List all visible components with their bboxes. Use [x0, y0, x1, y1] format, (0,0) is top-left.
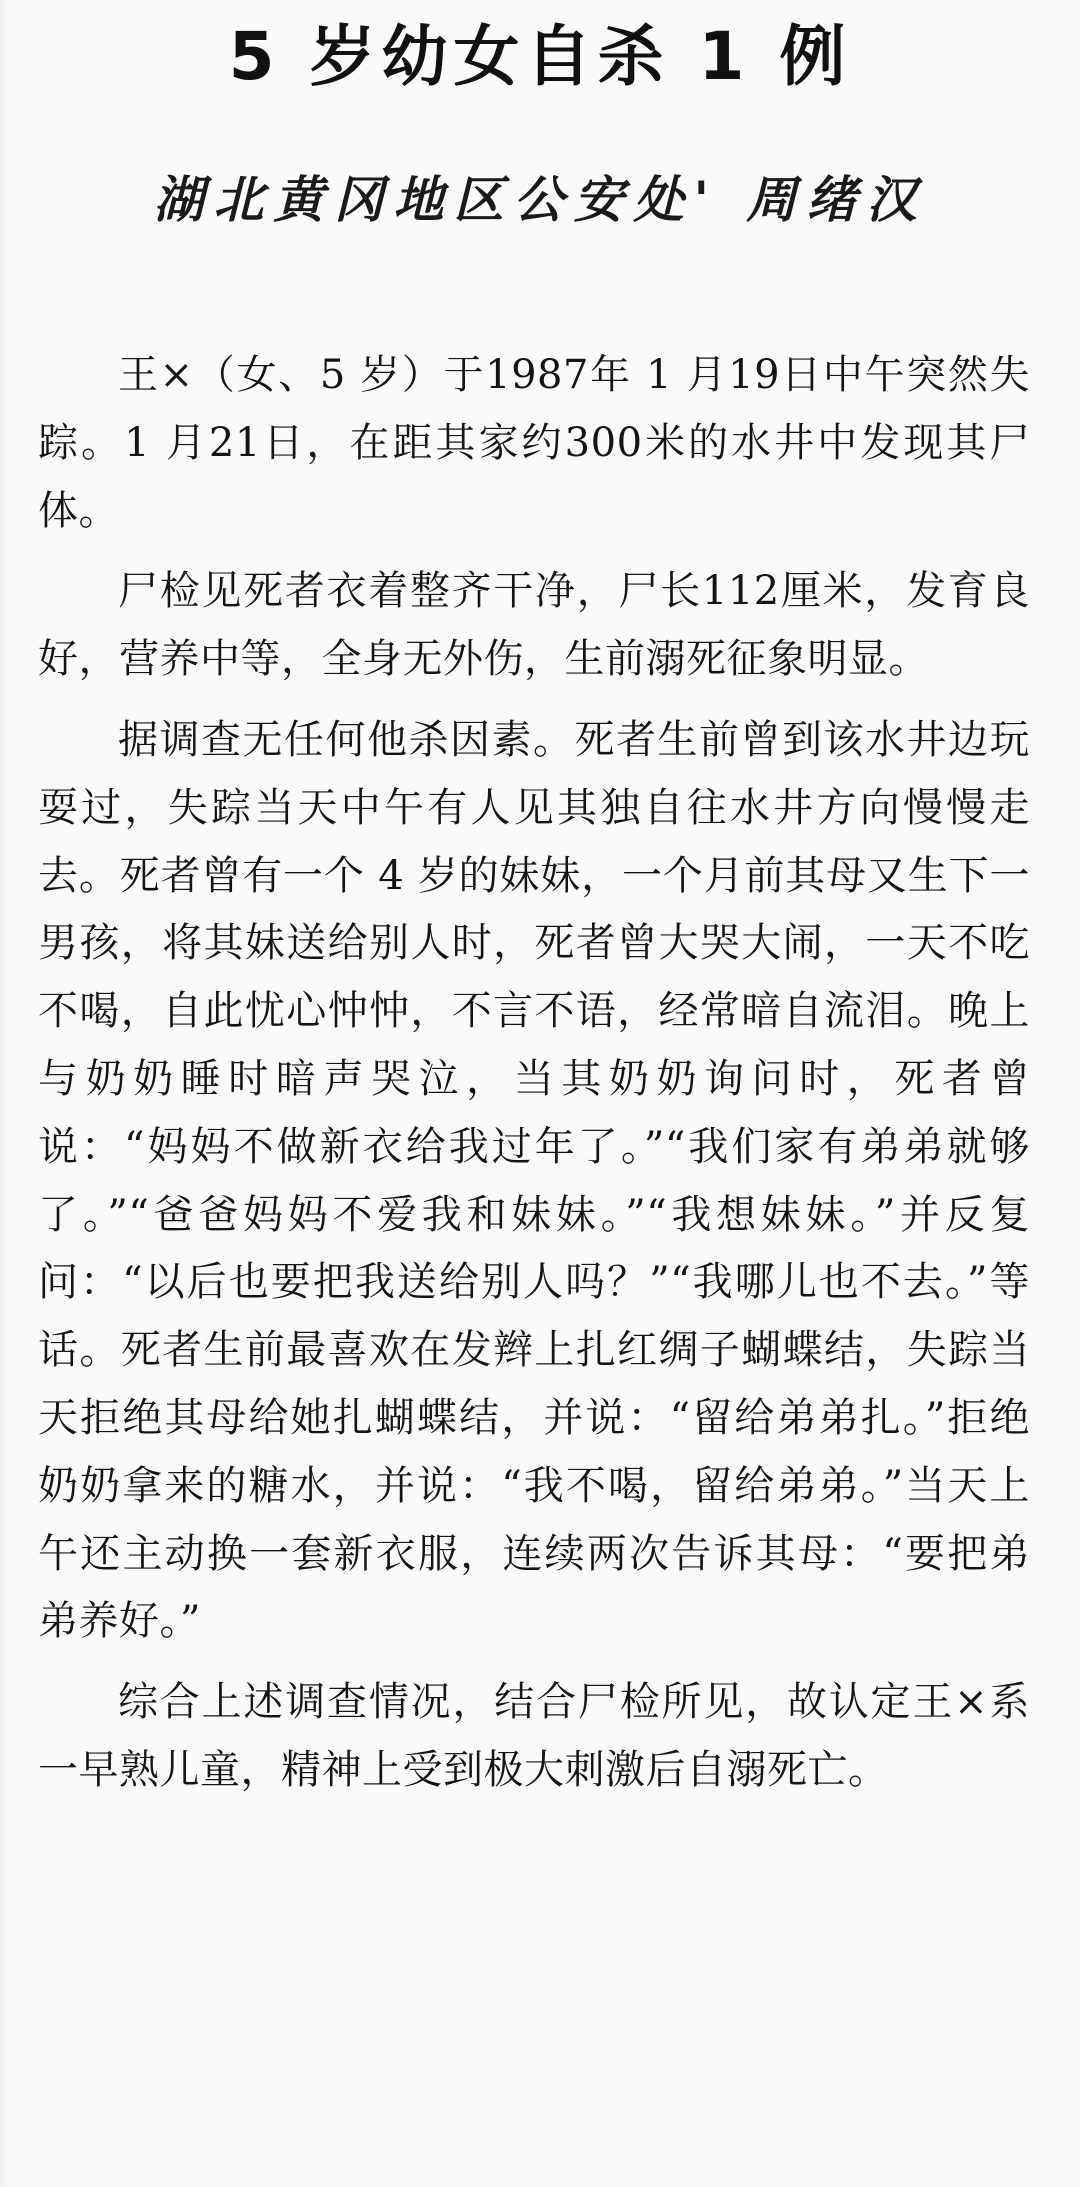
- paragraph-investigation: 据调查无任何他杀因素。死者生前曾到该水井边玩耍过，失踪当天中午有人见其独自往水井方向慢慢走去。死者曾有一个 4 岁的妹妹，一个月前其母又生下一男孩，将其妹送给别人时，死者曾大哭大闹，一天不吃不喝，自此忧心忡忡，不言不语，经常暗自流泪。晚上与奶奶睡时暗声哭泣，当其奶奶询问时，死者曾说：“妈妈不做新衣给我过年了。”“我们家有弟弟就够了。”“爸爸妈妈不爱我和妹妹。”“我想妹妹。”并反复问：“以后也要把我送给别人吗？”“我哪儿也不去。”等话。死者生前最喜欢在发辫上扎红绸子蝴蝶结，失踪当天拒绝其母给她扎蝴蝶结，并说：“留给弟弟扎。”拒绝奶奶拿来的糖水，并说：“我不喝，留给弟弟。”当天上午还主动换一套新衣服，连续两次告诉其母：“要把弟弟养好。”: [38, 716, 1030, 1645]
- article-body: [38, 342, 1030, 1818]
- scan-edge-shadow: [0, 0, 10, 2187]
- paragraph-autopsy: 尸检见死者衣着整齐干净，尸长112厘米，发育良好，营养中等，全身无外伤，生前溺死征象明显。: [38, 568, 1030, 683]
- paragraph-conclusion: 综合上述调查情况，结合尸检所见，故认定王×系一早熟儿童，精神上受到极大刺激后自溺死亡。: [38, 1679, 1030, 1793]
- article-title: 5 岁幼女自杀 1 例: [228, 18, 852, 95]
- author-byline: 湖北黄冈地区公安处' 周绪汉: [153, 170, 927, 229]
- paragraph-disappearance: 王×（女、5 岁）于1987年 1 月19日中午突然失踪。1 月21日，在距其家约300米的水井中发现其尸体。: [38, 352, 1030, 534]
